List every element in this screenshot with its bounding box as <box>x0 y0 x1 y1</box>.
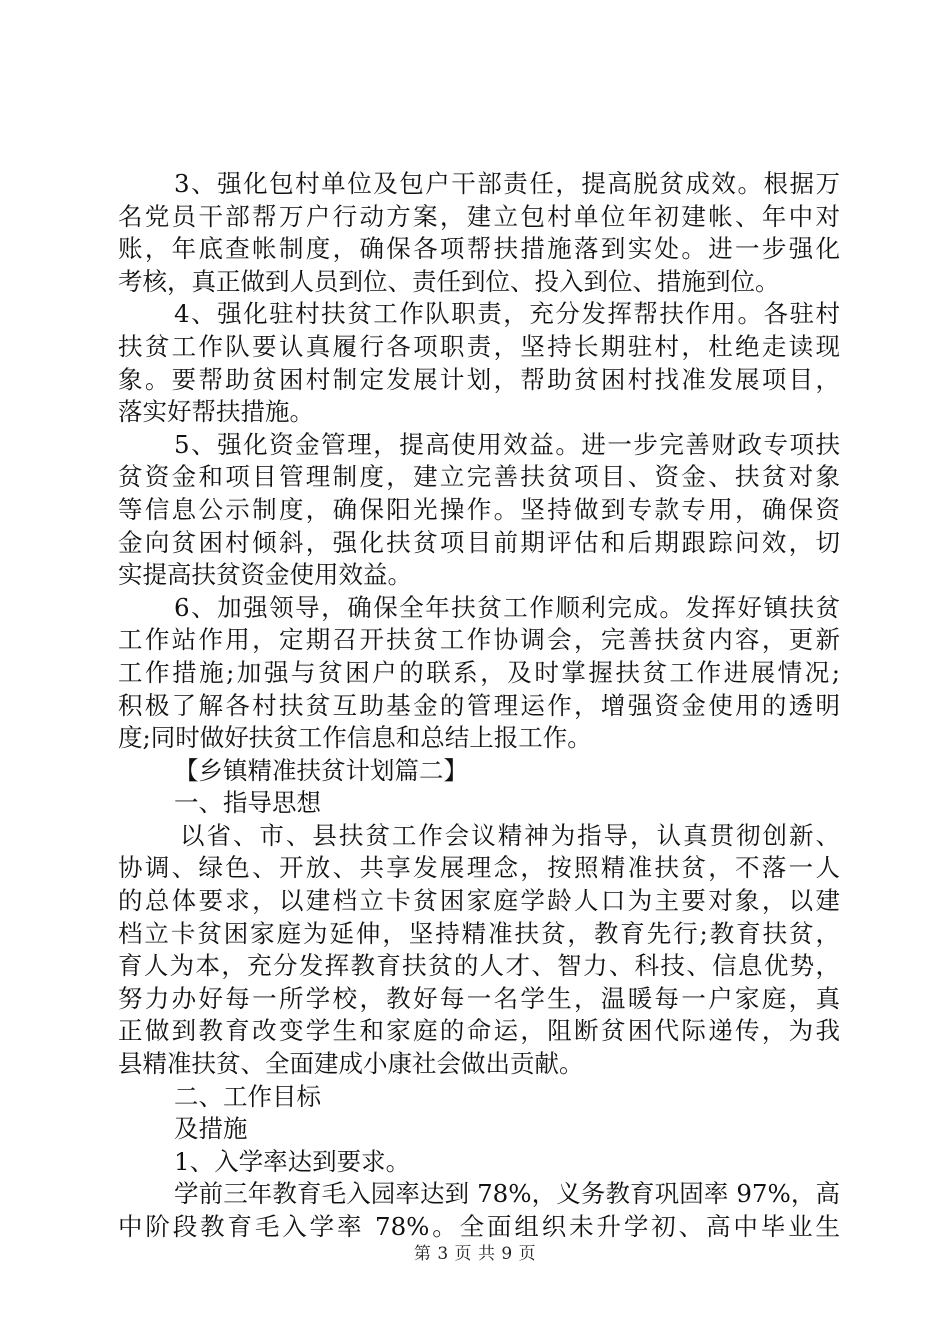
text-line: 及措施 <box>174 1114 248 1144</box>
text-line: 二、工作目标 <box>174 1081 321 1111</box>
text-line: 工作措施;加强与贫困户的联系，及时掌握扶贫工作进展情况; <box>118 657 840 687</box>
text-line: 以省、市、县扶贫工作会议精神为指导，认真贯彻创新、 <box>180 820 840 850</box>
text-line: 县精准扶贫、全面建成小康社会做出贡献。 <box>118 1049 584 1079</box>
text-line: 3、强化包村单位及包户干部责任，提高脱贫成效。根据万 <box>174 169 840 198</box>
text-line: 的总体要求，以建档立卡贫困家庭学龄人口为主要对象，以建 <box>118 886 840 916</box>
text-line: 一、指导思想 <box>174 788 321 818</box>
text-line: 努力办好每一所学校，教好每一名学生，温暖每一户家庭，真 <box>118 983 840 1013</box>
text-line: 金向贫困村倾斜，强化扶贫项目前期评估和后期跟踪问效，切 <box>118 527 840 557</box>
text-line: 积极了解各村扶贫互助基金的管理运作，增强资金使用的透明 <box>118 690 840 720</box>
text-line: 学前三年教育毛入园率达到 78%，义务教育巩固率 97%，高 <box>174 1179 840 1209</box>
text-line: 工作站作用，定期召开扶贫工作协调会，完善扶贫内容，更新 <box>118 625 840 655</box>
text-line: 等信息公示制度，确保阳光操作。坚持做到专款专用，确保资 <box>118 494 840 524</box>
text-line: 考核，真正做到人员到位、责任到位、投入到位、措施到位。 <box>118 266 780 296</box>
text-line: 档立卡贫困家庭为延伸，坚持精准扶贫，教育先行;教育扶贫， <box>118 918 840 948</box>
text-line: 协调、绿色、开放、共享发展理念，按照精准扶贫，不落一人 <box>118 853 840 883</box>
text-line: 名党员干部帮万户行动方案，建立包村单位年初建帐、年中对 <box>118 201 840 231</box>
text-line: 6、加强领导，确保全年扶贫工作顺利完成。发挥好镇扶贫 <box>174 592 840 622</box>
text-line: 正做到教育改变学生和家庭的命运，阻断贫困代际递传，为我 <box>118 1016 840 1046</box>
text-line: 扶贫工作队要认真履行各项职责，坚持长期驻村，杜绝走读现 <box>118 331 840 361</box>
text-line: 度;同时做好扶贫工作信息和总结上报工作。 <box>118 723 592 753</box>
text-line: 账，年底查帐制度，确保各项帮扶措施落到实处。进一步强化 <box>118 234 840 264</box>
text-line: 中阶段教育毛入学率 78%。全面组织未升学初、高中毕业生 <box>118 1212 840 1241</box>
text-line: 育人为本，充分发挥教育扶贫的人才、智力、科技、信息优势， <box>118 951 840 981</box>
document-body <box>118 168 840 1244</box>
text-line: 落实好帮扶措施。 <box>118 397 314 427</box>
text-line: 实提高扶贫资金使用效益。 <box>118 560 412 590</box>
text-line: 贫资金和项目管理制度，建立完善扶贫项目、资金、扶贫对象 <box>118 462 840 492</box>
text-line: 4、强化驻村扶贫工作队职责，充分发挥帮扶作用。各驻村 <box>174 299 840 329</box>
text-line: 【乡镇精准扶贫计划篇二】 <box>174 755 468 785</box>
text-line: 5、强化资金管理，提高使用效益。进一步完善财政专项扶 <box>174 429 840 459</box>
text-line: 1、入学率达到要求。 <box>174 1146 411 1176</box>
page-number-footer: 第 3 页 共 9 页 <box>413 1244 537 1264</box>
text-line: 象。要帮助贫困村制定发展计划，帮助贫困村找准发展项目， <box>118 364 840 394</box>
